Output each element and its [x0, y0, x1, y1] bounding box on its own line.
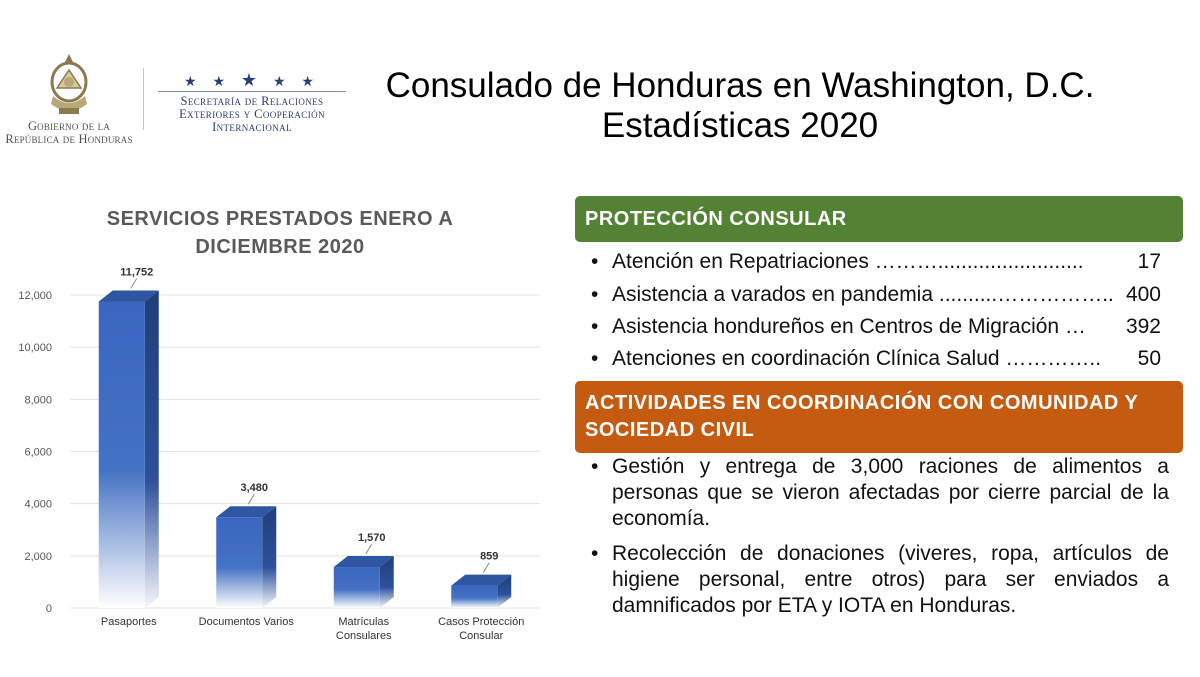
- title-line1: Consulado de Honduras en Washington, D.C.: [385, 66, 1095, 105]
- y-tick-label: 2,000: [24, 550, 52, 563]
- stat-item-repatriaciones: [591, 246, 1161, 278]
- data-label-leader: [366, 544, 372, 554]
- y-tick-label: 12,000: [18, 290, 52, 302]
- stat-label: Asistencia hondureños en Centros de Migración …: [612, 315, 1086, 338]
- stat-label: Atención en Repatriaciones ……….........................: [612, 250, 1084, 273]
- chart-title: [80, 205, 480, 261]
- chart-title-line2: DICIEMBRE 2020: [195, 236, 365, 258]
- bullet: •: [591, 542, 599, 565]
- stat-value: 392: [1125, 315, 1161, 338]
- page-title: [300, 66, 1180, 146]
- x-tick-label: Consulares: [335, 630, 392, 642]
- stat-label: Asistencia a varados en pandemia ..........……………..: [612, 283, 1114, 306]
- stars-icon: ★ ★ ★ ★ ★: [184, 70, 320, 90]
- data-label-leader: [483, 563, 489, 573]
- chart-title-line1: SERVICIOS PRESTADOS ENERO A: [106, 208, 454, 230]
- data-label: 3,480: [240, 482, 269, 495]
- data-label: 859: [480, 550, 499, 563]
- bar: [334, 567, 380, 608]
- y-tick-label: 10,000: [18, 342, 52, 355]
- bar-chart: [0, 265, 560, 665]
- stat-value: 17: [1137, 250, 1161, 273]
- bullet: •: [591, 315, 599, 338]
- x-tick-label: Pasaportes: [100, 616, 157, 628]
- x-tick-label: Matrículas: [338, 616, 390, 628]
- logo-divider: [143, 68, 144, 130]
- data-label-leader: [248, 494, 254, 504]
- proteccion-header: PROTECCIÓN CONSULAR: [575, 196, 1183, 242]
- data-label: 1,570: [357, 532, 386, 545]
- sre-line3: Internacional: [212, 120, 292, 134]
- stat-label: Atenciones en coordinación Clínica Salud …………..: [612, 347, 1102, 370]
- gobierno-logo: [4, 52, 134, 146]
- bar-side: [145, 290, 159, 608]
- data-label: 11,752: [120, 266, 154, 279]
- y-tick-label: 4,000: [24, 498, 52, 511]
- y-tick-label: 0: [45, 603, 52, 615]
- x-tick-label: Casos Protección: [438, 616, 525, 628]
- bullet: •: [591, 347, 599, 370]
- stat-item-clinica: [591, 343, 1161, 375]
- title-line2: Estadísticas 2020: [601, 106, 879, 145]
- gobierno-line2: República de Honduras: [5, 132, 133, 146]
- actividad-text: Recolección de donaciones (viveres, ropa, artículos de higiene personal, entre otros) para ser enviados a damnificados por ETA y IOTA en Honduras.: [612, 542, 1169, 617]
- bullet: •: [591, 283, 599, 306]
- actividades-header-line2: SOCIEDAD CIVIL: [585, 419, 755, 441]
- actividad-item-alimentos: [591, 454, 1169, 532]
- actividad-item-donaciones: [591, 541, 1169, 619]
- bullet: •: [591, 250, 599, 273]
- coat-of-arms-icon: [47, 52, 91, 120]
- actividades-header-line1: ACTIVIDADES EN COORDINACIÓN CON COMUNIDAD Y: [585, 392, 1139, 414]
- actividad-text: Gestión y entrega de 3,000 raciones de alimentos a personas que se vieron afectadas por cierre parcial de la economía.: [612, 455, 1169, 530]
- sre-line2: Exteriores y Cooperación: [179, 107, 325, 121]
- bar: [99, 301, 145, 608]
- actividades-header: [575, 381, 1183, 453]
- stat-item-varados: [591, 279, 1161, 311]
- x-tick-label: Consular: [459, 630, 504, 642]
- data-label-leader: [131, 278, 137, 288]
- bar: [451, 586, 497, 608]
- y-tick-label: 8,000: [24, 394, 52, 407]
- gobierno-line1: Gobierno de la: [27, 119, 111, 133]
- x-tick-label: Documentos Varios: [198, 616, 294, 628]
- bar: [216, 517, 262, 608]
- sre-line1: Secretaría de Relaciones: [180, 94, 324, 108]
- stat-value: 400: [1125, 283, 1161, 306]
- y-tick-label: 6,000: [24, 446, 52, 459]
- bullet: •: [591, 455, 599, 478]
- stat-item-migracion: [591, 311, 1161, 343]
- stat-value: 50: [1137, 347, 1161, 370]
- bar-side: [262, 506, 276, 608]
